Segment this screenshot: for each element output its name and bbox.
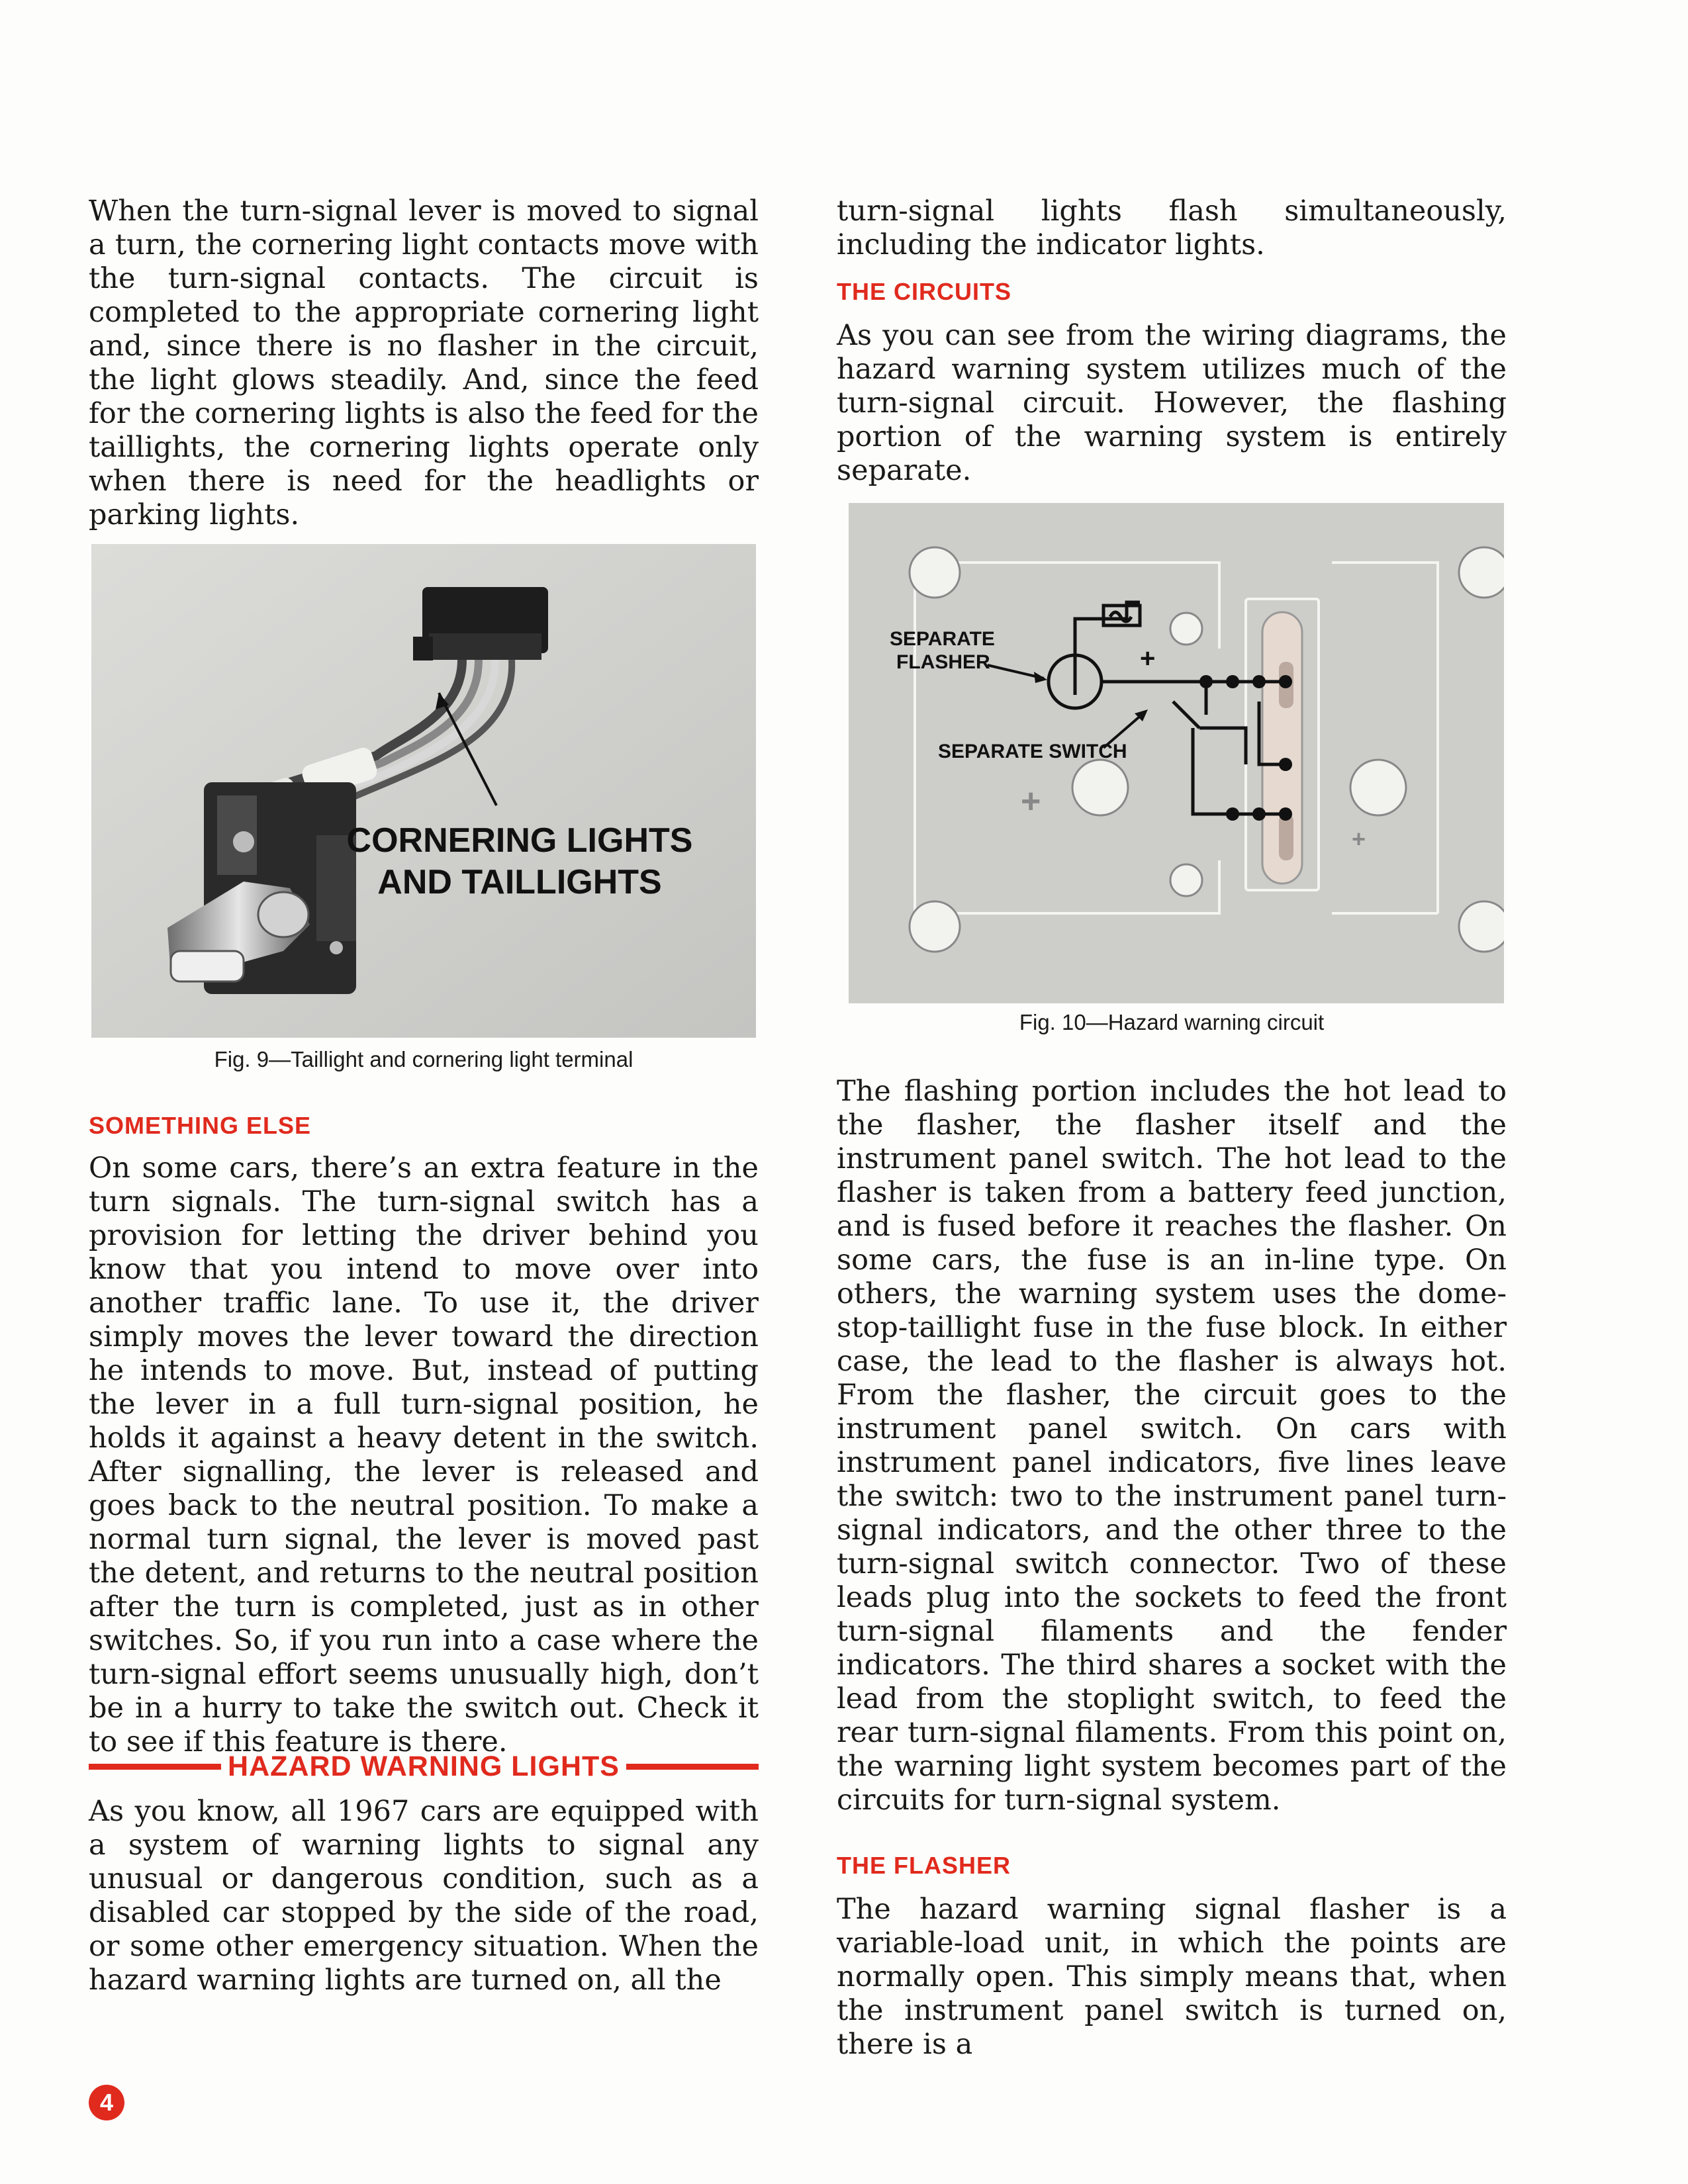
bulb-indicator-top <box>1170 613 1202 645</box>
intro-paragraph: When the turn-signal lever is moved to signal a turn, the cornering light contacts move with the turn-signal contacts. The circuit is completed to the appropriate cornering light and, since there is no flasher in the circuit, the light glows steadily. And, since the feed for the cornering lights is also the feed for the taillights, the cornering lights operate only when there is need for the headlights or parking lights. <box>89 195 759 531</box>
hazard-rule-left <box>89 1764 221 1770</box>
circuits-heading: THE CIRCUITS <box>837 278 1011 305</box>
indicator-left <box>1072 760 1128 815</box>
svg-text:+: + <box>1140 644 1156 673</box>
fig9-label-line1: CORNERING LIGHTS <box>346 821 693 860</box>
fig10-caption: Fig. 10—Hazard warning circuit <box>1019 1010 1325 1034</box>
hazard-rule-right <box>626 1764 759 1770</box>
bulb-top-left <box>910 547 960 598</box>
bulb-bottom-right <box>1459 901 1504 952</box>
bulb-bottom-left <box>910 901 960 952</box>
bulb-indicator-bottom <box>1170 864 1202 896</box>
left-column <box>89 195 759 532</box>
fig9-label-line2: AND TAILLIGHTS <box>377 863 662 901</box>
flasher-paragraph: The hazard warning signal flasher is a variable-load unit, in which the points are normally open. This simply means that, when the instrument panel switch is turned on, there is a <box>837 1893 1507 2061</box>
hazard-heading-row <box>89 1751 759 1783</box>
hazard-paragraph: As you know, all 1967 cars are equipped with a system of warning lights to signal any unusual or dangerous condition, such as a disabled car stopped by the side of the road, or some other emergency situation. When the hazard warning lights are turned on, all the <box>89 1795 759 1997</box>
something-else-paragraph: On some cars, there’s an extra feature in the turn signals. The turn-signal switch has a provision for letting the driver behind you know that you intend to move over into another traffic lane. To use it, the driver simply moves the lever toward the direction he intends to move. But, instead of putting the lever in a full turn-signal position, he holds it against a heavy detent in the switch. After signalling, the lever is released and goes back to the neutral position. To make a normal turn signal, the lever is moved past the detent, and returns to the neutral position after the turn is completed, just as in other switches. So, if you run into a case where the turn-signal effort seems unusually high, don’t be in a hurry to take the switch out. Check it to see if this feature is there. <box>89 1152 759 1758</box>
right-column-bottom <box>837 1075 1507 2062</box>
continuation-paragraph: turn-signal lights flash simultaneously, including the indicator lights. <box>837 195 1507 261</box>
fig10-illustration <box>849 503 1504 1003</box>
label-separate-flasher-2: FLASHER <box>896 651 990 673</box>
something-else-heading: SOMETHING ELSE <box>89 1112 312 1139</box>
label-separate-flasher-1: SEPARATE <box>890 628 995 650</box>
something-else-section <box>89 1112 759 1759</box>
fig10-diagram <box>849 503 1504 1003</box>
fig9-photo <box>91 544 756 1038</box>
svg-text:+: + <box>1352 825 1366 852</box>
svg-text:+: + <box>1021 782 1041 821</box>
hazard-heading: HAZARD WARNING LIGHTS <box>228 1751 620 1782</box>
fig9-caption: Fig. 9—Taillight and cornering light terminal <box>214 1047 633 1071</box>
flasher-heading: THE FLASHER <box>837 1852 1011 1879</box>
fig9-illustration <box>91 544 756 1038</box>
page-number-badge: 4 <box>89 2085 124 2120</box>
circuits-paragraph: As you can see from the wiring diagrams, the hazard warning system utilizes much of the turn-signal circuit. However, the flashing portion of the warning system is entirely separate. <box>837 319 1507 487</box>
bulb-top-right <box>1459 547 1504 598</box>
label-separate-switch: SEPARATE SWITCH <box>938 741 1127 762</box>
right-column-top <box>837 195 1507 488</box>
hazard-section <box>89 1795 759 1997</box>
indicator-right <box>1350 760 1406 815</box>
flashing-paragraph: The flashing portion includes the hot lead to the flasher, the flasher itself and the instrument panel switch. The hot lead to the flasher is taken from a battery feed junction, and is fused before it reaches the flasher. On some cars, the fuse is an in-line type. On others, the warning system uses the dome-stop-taillight fuse in the fuse block. In either case, the lead to the flasher is always hot. From the flasher, the circuit goes to the instrument panel switch. On cars with instrument panel indicators, five lines leave the switch: two to the instrument panel turn-signal indicators, and the other three to the turn-signal switch connector. Two of these leads plug into the sockets to feed the front turn-signal filaments and the fender indicators. The third shares a socket with the lead from the stoplight switch, to feed the rear turn-signal filaments. From this point on, the warning light system becomes part of the circuits for turn-signal system. <box>837 1075 1507 1817</box>
